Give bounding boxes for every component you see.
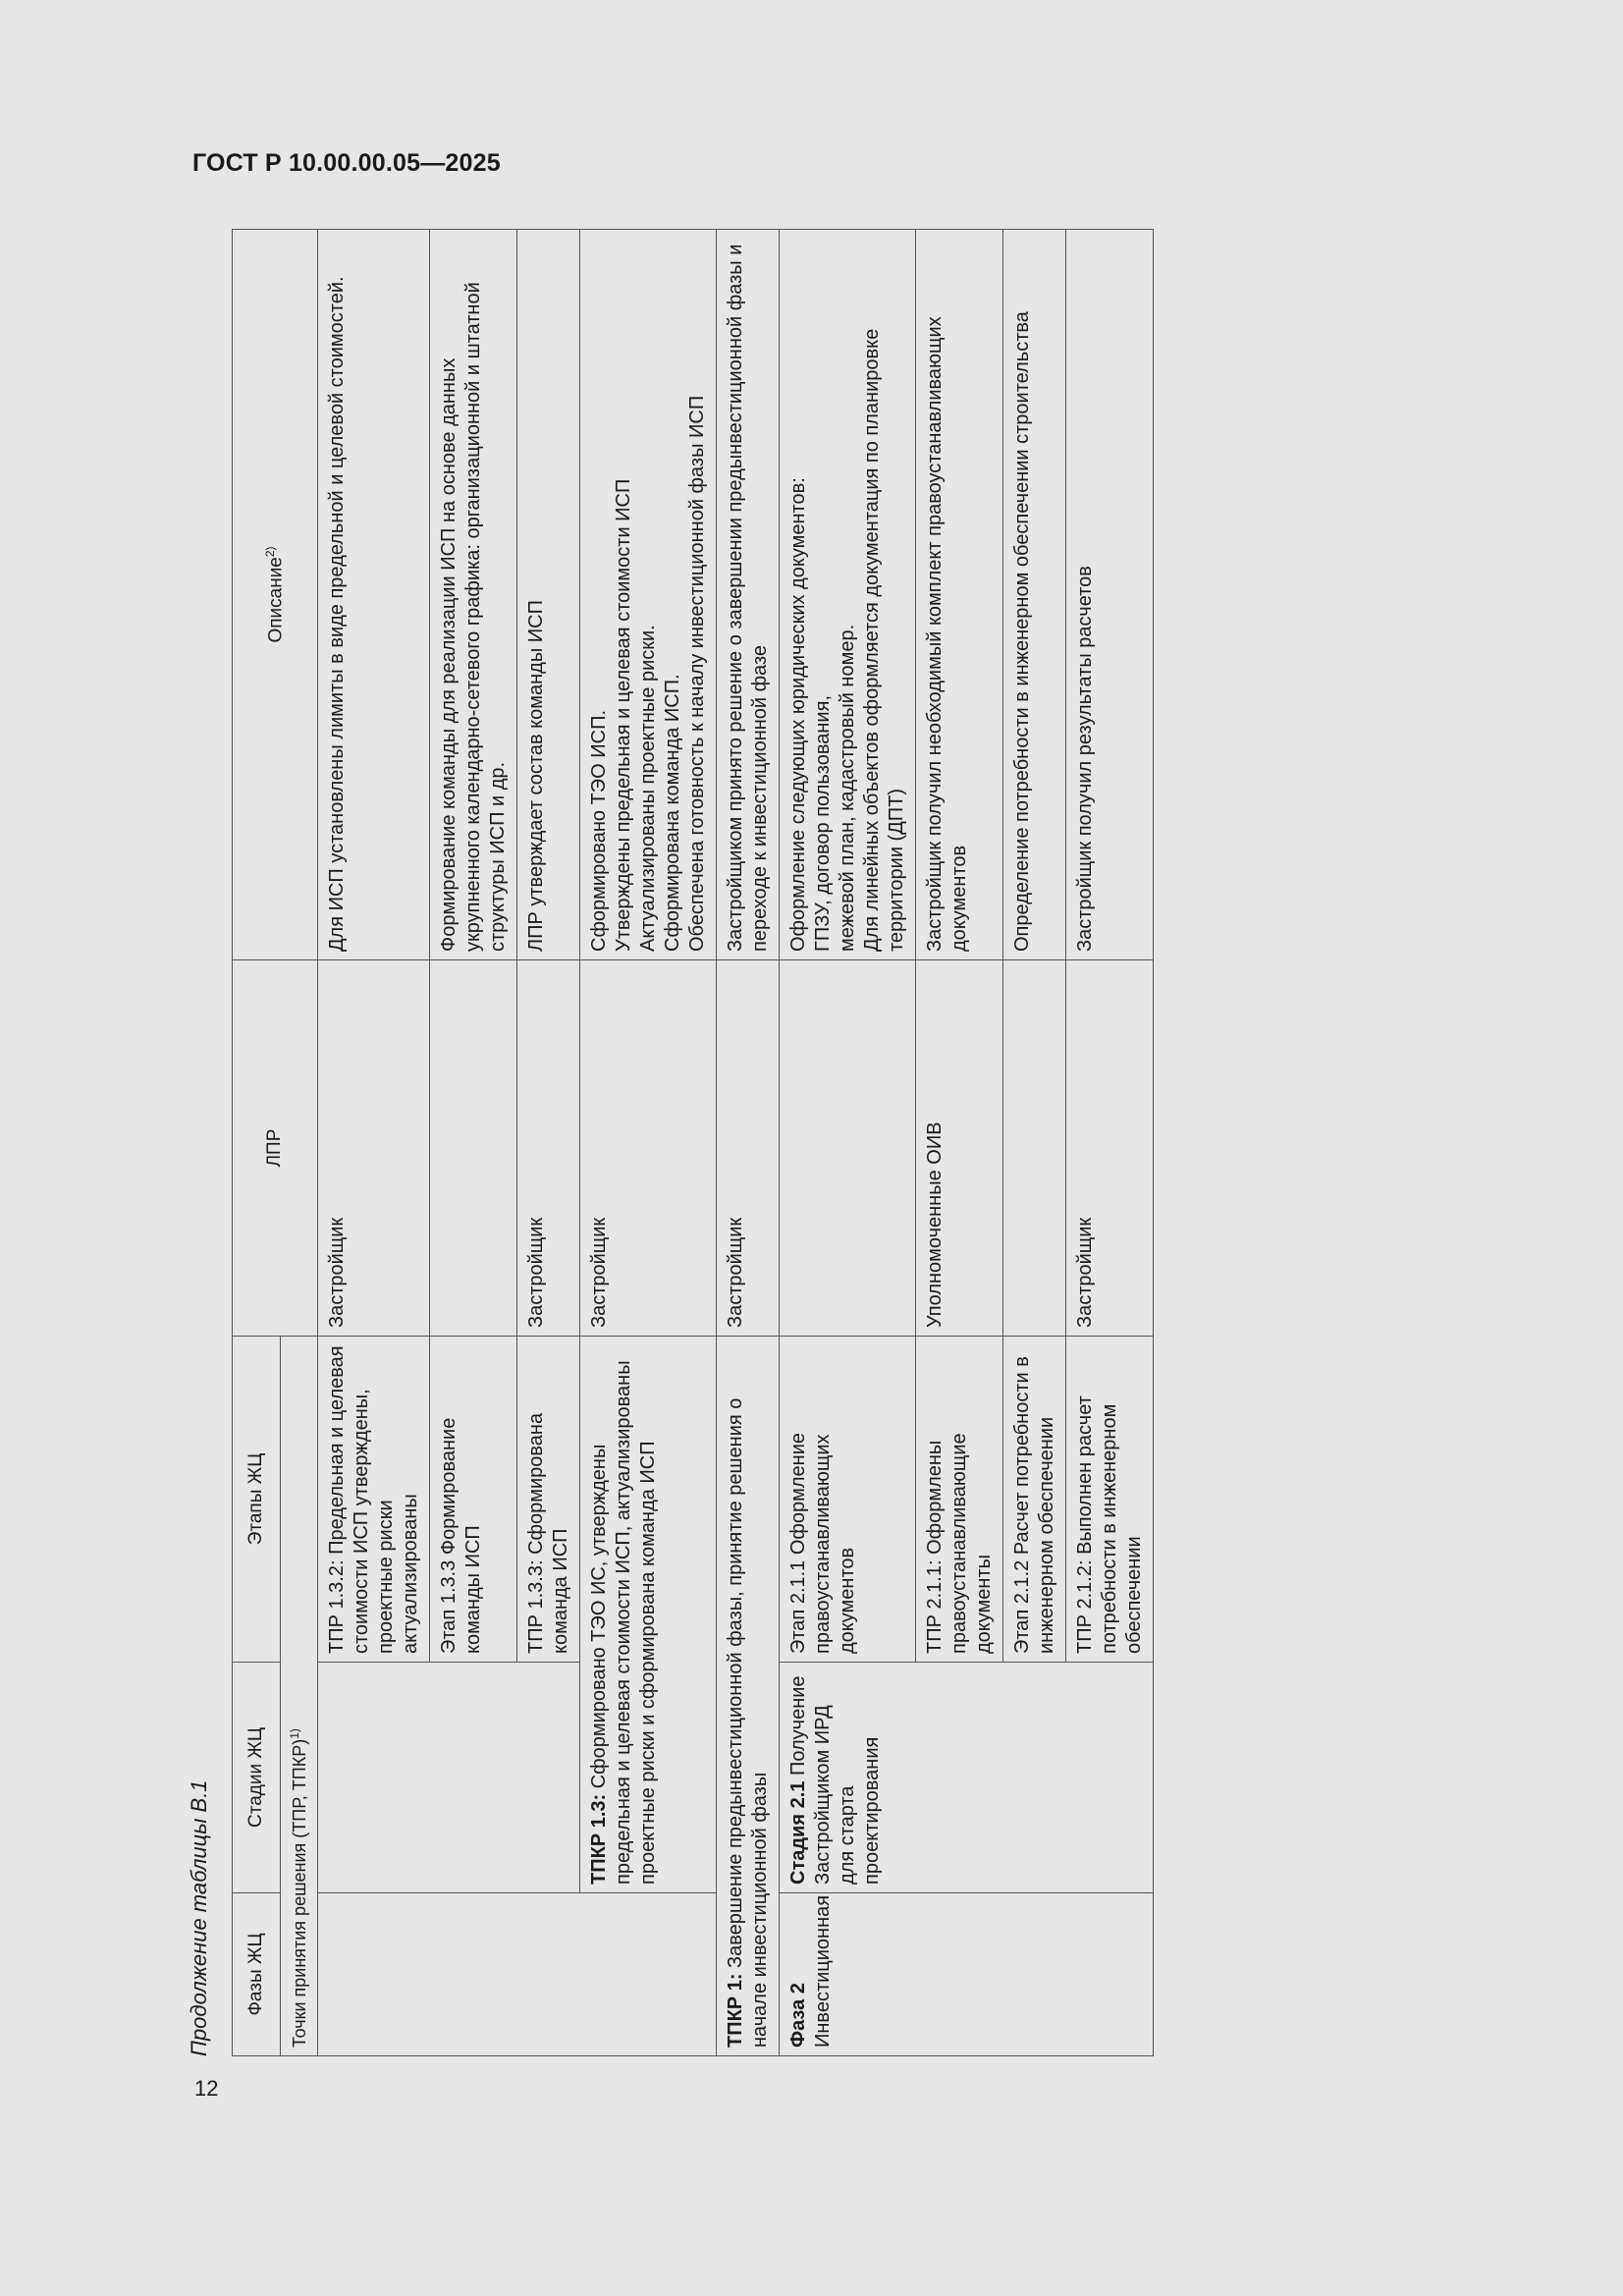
stage-label: Стадия 2.1 [787, 1780, 810, 1885]
lpr-cell [1003, 960, 1066, 1337]
header-lpr: ЛПР [233, 960, 318, 1337]
description-line: Утверждены предельная и целевая стоимости ИСП [613, 478, 635, 952]
rotated-table-block [187, 230, 1504, 2056]
description-cell: Застройщик получил необходимый комплект правоустанавливающих документов [916, 230, 1003, 960]
tpkr-text: Сформировано ТЭО ИС, утверждены предельная и целевая стоимости ИСП, актуализированы проектные риски и сформирована команда ИСП [588, 1360, 660, 1885]
tpkr-label: ТПКР 1: [725, 1973, 747, 2048]
tpkr-text: Завершение предынвестиционной фазы, принятие решения о начале инвестиционной фазы [725, 1397, 772, 2048]
header-description [233, 230, 318, 960]
header-description-text: Описание [264, 557, 286, 643]
table-row [717, 230, 780, 2056]
description-line: межевой план, кадастровый номер. [837, 624, 859, 952]
page-number: 12 [194, 2076, 219, 2101]
description-line: Обеспечена готовность к началу инвестиционной фазы ИСП [686, 395, 709, 952]
description-line: Сформировано ТЭО ИСП. [588, 709, 611, 952]
lpr-cell: Застройщик [717, 960, 780, 1337]
table-row [780, 230, 916, 2056]
phase-name: Инвестиционная [812, 1894, 835, 2048]
decision-points-text: Точки принятия решения (ТПР, ТПКР) [289, 1738, 309, 2048]
description-cell: Для ИСП установлены лимиты в виде предельной и целевой стоимостей. [318, 230, 430, 960]
step-cell: ТПР 2.1.2: Выполнен расчет потребности в инженерном обеспечении [1066, 1337, 1154, 1663]
phase-label: Фаза 2 [787, 1983, 810, 2048]
header-stage: Стадии ЖЦ [233, 1663, 281, 1893]
description-cell [580, 230, 717, 960]
lpr-cell: Застройщик [580, 960, 717, 1337]
tpkr-cell [717, 1337, 780, 2056]
description-line: Оформление следующих юридических документов: [787, 477, 810, 952]
stage-name: Получение Застройщиком ИРД для старта проектирования [787, 1675, 884, 1885]
table-row [580, 230, 717, 2056]
step-cell: ТПР 2.1.1: Оформлены правоустанавливающие документы [916, 1337, 1003, 1663]
description-cell: Застройщик получил результаты расчетов [1066, 230, 1154, 960]
tpkr-cell [580, 1337, 717, 1893]
header-phase: Фазы ЖЦ [233, 1893, 281, 2056]
stage-cell [780, 1663, 1154, 1893]
step-cell: Этап 2.1.2 Расчет потребности в инженерном обеспечении [1003, 1337, 1066, 1663]
step-cell: ТПР 1.3.2: Предельная и целевая стоимости ИСП утверждены, проектные риски актуализированы [318, 1337, 430, 1663]
stage-cell-empty [318, 1663, 580, 1893]
description-cell: Застройщиком принято решение о завершении предынвестиционной фазы и переходе к инвестиционной фазе [717, 230, 780, 960]
description-cell: ЛПР утверждает состав команды ИСП [517, 230, 580, 960]
phase-cell [780, 1893, 1154, 2056]
description-line: Актуализированы проектные риски. [637, 625, 660, 952]
step-cell: ТПР 1.3.3: Сформирована команда ИСП [517, 1337, 580, 1663]
decision-points-sup: 1) [287, 1728, 301, 1739]
lpr-cell [780, 960, 916, 1337]
step-cell: Этап 2.1.1 Оформление правоустанавливающих документов [780, 1337, 916, 1663]
lifecycle-table [232, 229, 1154, 2056]
header-step: Этапы ЖЦ [233, 1337, 281, 1663]
lpr-cell: Застройщик [517, 960, 580, 1337]
description-cell [780, 230, 916, 960]
decision-points-header [280, 1337, 318, 2056]
phase-cell-empty [318, 1893, 717, 2056]
description-cell: Определение потребности в инженерном обеспечении строительства [1003, 230, 1066, 960]
lpr-cell [430, 960, 517, 1337]
description-line: Для линейных объектов оформляется документация по планировке территории (ДПТ) [861, 328, 908, 952]
table-header-row [233, 230, 281, 2056]
lpr-cell: Уполномоченные ОИВ [916, 960, 1003, 1337]
header-description-sup: 2) [262, 546, 277, 558]
table-row [318, 230, 430, 2056]
description-line: Сформирована команда ИСП. [662, 674, 684, 952]
document-code: ГОСТ Р 10.00.00.05—2025 [192, 149, 501, 177]
lpr-cell: Застройщик [318, 960, 430, 1337]
description-line: ГПЗУ, договор пользования, [812, 695, 835, 952]
tpkr-label: ТПКР 1.3: [588, 1793, 611, 1885]
step-cell: Этап 1.3.3 Формирование команды ИСП [430, 1337, 517, 1663]
description-cell: Формирование команды для реализации ИСП на основе данных укрупненного календарно-сетевого графика: организационной и штатной структуры ИСП и др. [430, 230, 517, 960]
table-caption: Продолжение таблицы В.1 [187, 1779, 211, 2056]
lpr-cell: Застройщик [1066, 960, 1154, 1337]
